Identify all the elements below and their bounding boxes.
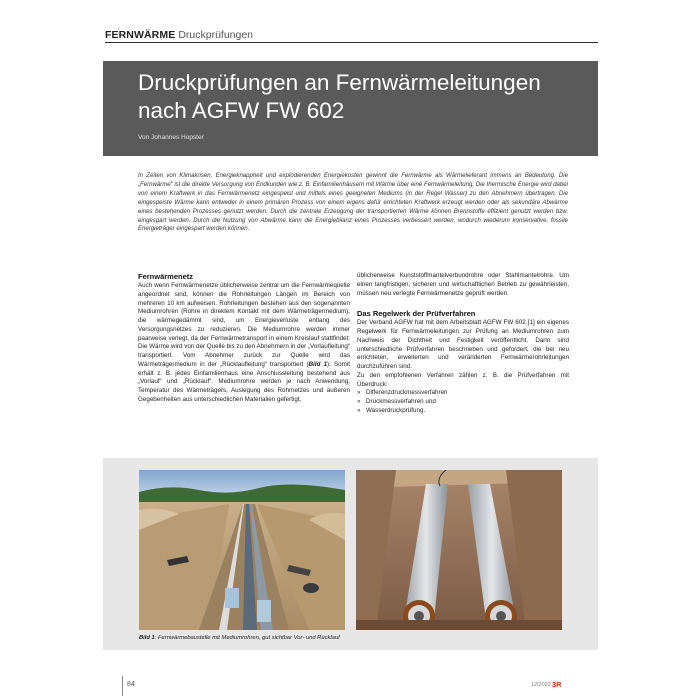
figure-label: Bild 1 <box>139 635 155 641</box>
issue-number: 12|2022 <box>531 682 551 688</box>
section-header <box>105 25 598 43</box>
list-item: » Wasserdruckprüfung. <box>357 406 426 414</box>
photo-construction-site <box>139 470 345 630</box>
publisher-logo: 3R <box>552 680 562 689</box>
column-left <box>138 272 350 405</box>
author-byline: Von Johannes Hopster <box>138 134 204 141</box>
article-title <box>138 69 578 125</box>
list-item: » Differenzdruckmessverfahren <box>357 389 448 397</box>
subsection-label: Druckprüfungen <box>178 29 254 41</box>
footer-divider <box>122 676 123 696</box>
intro-paragraph: In Zeiten von Klimakrisen, Energieknappheit und explodierenden Energiekosten gewinnt die Fernwärme als Wärmelieferant immens an Bedeutung. Die „Fernwärme“ ist die direkte Versorgung von Endkunden wie z. B. Einfamilienhäusern mit Wärme über eine Fernwärmeleitung. Die thermische Energie wird dabei von einem Kraftwerk in das Fernwärmenetz eingespeist und mittels eines geeigneten Mediums (in der Regel Wasser) zu den Abnehmern übertragen. Die eingespeiste Wärme kann entweder in einem primären Prozess von einem eigens dafür errichteten Kraftwerk erzeugt werden oder als sekundäre Abwärme eines bestehenden Prozesses genutzt werden. Durch die zentrale Erzeugung der transportierten Wärme können Brennstoffe effizient genutzt werden bzw. eingespart werden. Durch die Nutzung von Abwärme kann die Energiebilanz eines Prozesses verbessert werden, wodurch wiederum konservative, fossile Energieträger eingespart werden können. <box>138 173 568 233</box>
bullet-icon: » <box>357 389 361 397</box>
bullet-icon: » <box>357 398 361 405</box>
figure-caption: Bild 1: Fernwärmebaustelle mit Mediumrohren, gut sichtbar Vor- und Rücklauf <box>139 635 340 641</box>
paragraph-fernwaermenetz: Auch wenn Fernwärmenetze üblicherweise zentral um die Fernwärmequelle angeordnet sind, können die Rohrleitungen Längen im Bereich von mehreren 10 km aufweisen. Rohrleitungen bestehen aus den sogenannten Mediumrohren (Rohre in direktem Kontakt mit dem Wärmeträgermedium), die wärmegedämmt sind, um Energieverluste entlang des Versorgungsnetzes zu reduzieren. Die Mediumrohre werden immer paarweise verlegt, da der Fernwärmetransport in einem Kreislauf stattfindet: Die Wärme wird von der Quelle bis zu den Abnehmern in der „Vorlaufleitung“ transportiert. Vom Abnehmer zurück zur Quelle wird das Wärmeträgermedium in der „Rücklaufleitung“ transportiert (Bild 1). Somit erhält z. B. jedes Einfamilienhaus eine Anschlussleitung bestehend aus „Vorlauf“ und „Rücklauf“. Mediumrohre werden je nach Anwendung, Temperatur des Wärmeträgers, Auslegung des Rohrnetzes und äußeren Gegebenheiten aus unterschiedlichen Materialien gefertigt, <box>138 282 350 403</box>
title-line-2: nach AGFW FW 602 <box>138 98 345 123</box>
title-banner <box>103 61 598 156</box>
page-number: 84 <box>127 681 135 688</box>
title-line-1: Druckprüfungen an Fernwärmeleitungen <box>138 70 541 95</box>
figure-panel <box>103 458 598 650</box>
list-item: » Druckmessverfahren und <box>357 398 436 405</box>
paragraph-regelwerk: Der Verband AGFW hat mit dem Arbeitsblatt AGFW FW 602 [1] ein eigenes Regelwerk für Fernwärmeleitungen zur Prüfung an Mediumrohren zum Nachweis der Dichtheit und Festigkeit veröffentlicht. Darin sind unterschiedliche Prüfverfahren beschrieben und gefordert, die bei neu errichteten, erweiterten und veränderten Fernwärmerohrleitungen durchzuführen sind. <box>357 319 569 370</box>
figure-reference: Bild 1 <box>308 360 328 368</box>
procedure-list <box>357 389 569 415</box>
photo-medium-pipes <box>356 470 562 630</box>
heading-regelwerk: Das Regelwerk der Prüfverfahren <box>357 309 476 319</box>
section-label: FERNWÄRME <box>105 29 176 41</box>
paragraph-verfahren: Zu den empfohlenen Verfahren zählen z. B. die Prüfverfahren mit Überdruck: <box>357 371 569 388</box>
heading-fernwaermenetz: Fernwärmenetz <box>138 272 194 281</box>
column-right <box>357 272 569 416</box>
paragraph-continuation: üblicherweise Kunststoffmantelverbundrohre oder Stahlmantelrohre. Um einen langfristigen, sicheren und wirtschaftlichen Betrieb zu gewährleisten, müssen neu verlegte Fernwärmenetze geprüft werden. <box>357 272 569 297</box>
bullet-icon: » <box>357 406 361 414</box>
